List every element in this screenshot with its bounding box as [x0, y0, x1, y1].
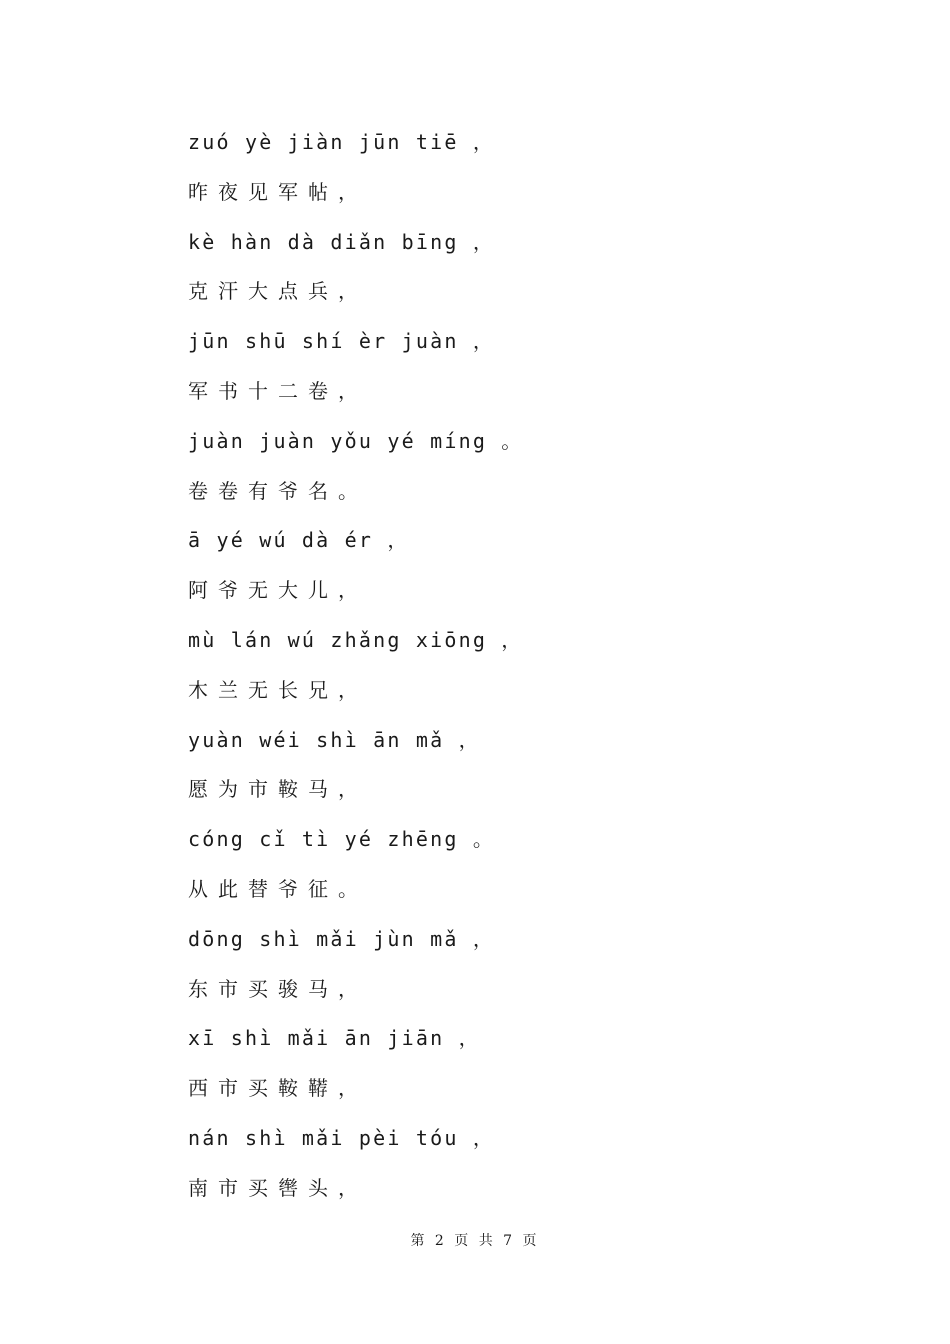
pinyin-line: ā yé wú dà ér ，: [188, 528, 410, 553]
hanzi-line: 东市买骏马，: [188, 976, 368, 1001]
hanzi-line: 南市买辔头，: [188, 1175, 368, 1200]
hanzi-line: 阿爷无大儿，: [188, 578, 368, 603]
hanzi-line: 愿为市鞍马，: [188, 777, 368, 802]
hanzi-line: 卷卷有爷名。: [188, 478, 368, 503]
pinyin-line: kè hàn dà diǎn bīng ，: [188, 229, 496, 254]
pinyin-line: mù lán wú zhǎng xiōng ，: [188, 627, 524, 652]
pinyin-line: cóng cǐ tì yé zhēng 。: [188, 827, 496, 852]
hanzi-line: 军书十二卷，: [188, 378, 368, 403]
hanzi-line: 克汗大点兵，: [188, 279, 368, 304]
pinyin-line: zuó yè jiàn jūn tiē ，: [188, 130, 496, 154]
pinyin-line: jūn shū shí èr juàn ，: [188, 329, 496, 354]
hanzi-line: 从此替爷征。: [188, 876, 368, 901]
pinyin-line: nán shì mǎi pèi tóu ，: [188, 1125, 496, 1150]
hanzi-line: 昨夜见军帖，: [188, 179, 368, 204]
pinyin-line: xī shì mǎi ān jiān ，: [188, 1026, 481, 1051]
pinyin-line: juàn juàn yǒu yé míng 。: [188, 428, 524, 453]
hanzi-line: 木兰无长兄，: [188, 677, 368, 702]
pinyin-line: dōng shì mǎi jùn mǎ ，: [188, 926, 496, 951]
pinyin-line: yuàn wéi shì ān mǎ ，: [188, 727, 481, 752]
poem-body: [188, 118, 868, 1214]
hanzi-line: 西市买鞍鞯，: [188, 1076, 368, 1101]
page-number-footer: 第 2 页 共 7 页: [410, 1233, 540, 1249]
